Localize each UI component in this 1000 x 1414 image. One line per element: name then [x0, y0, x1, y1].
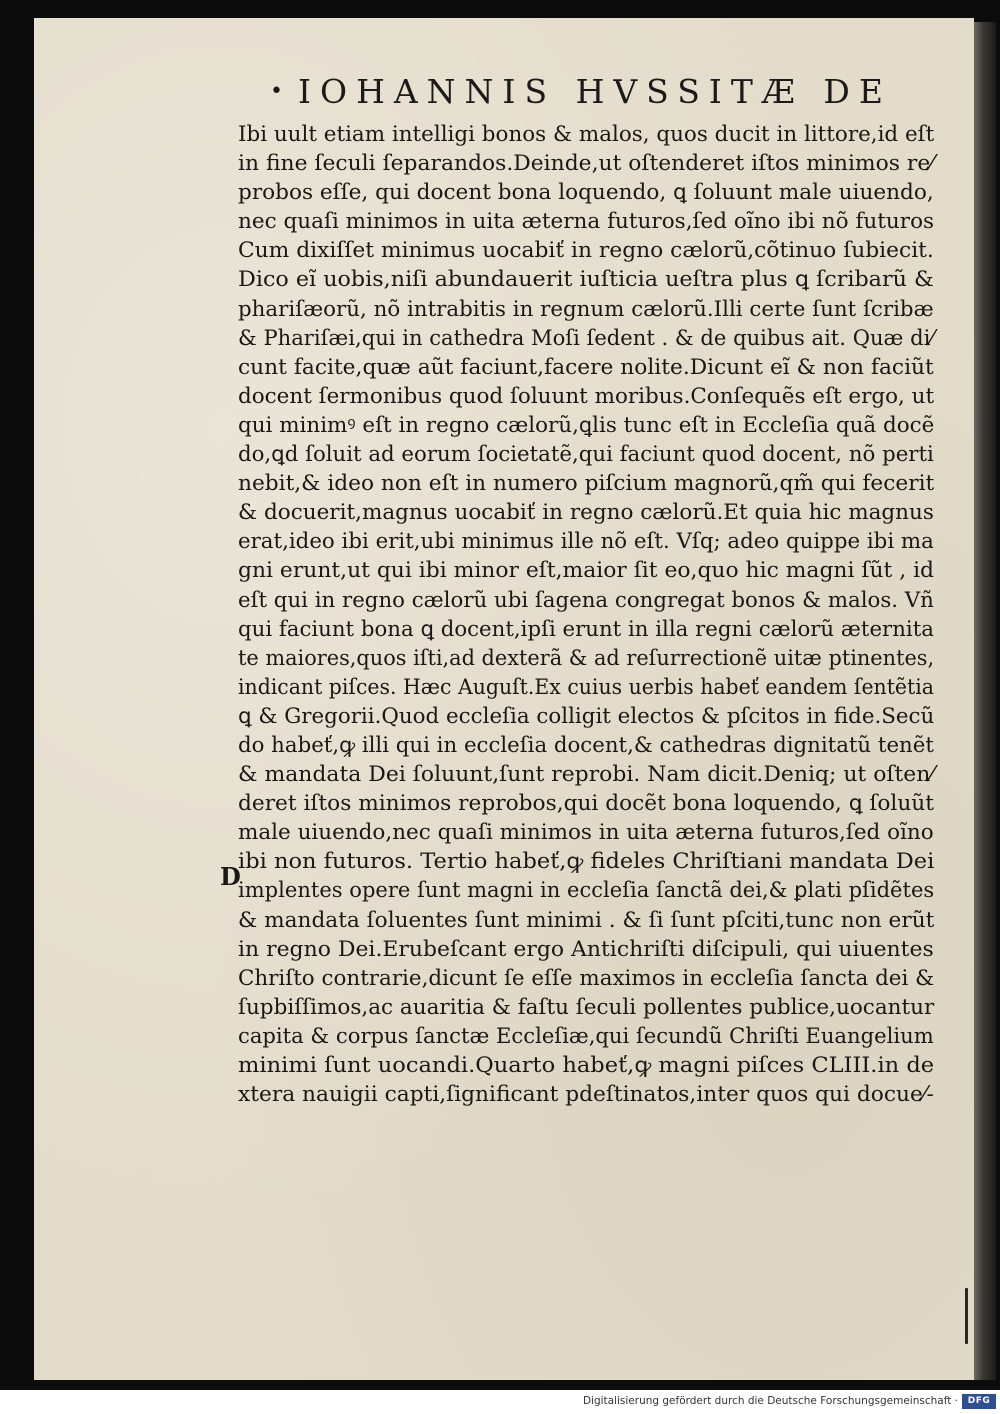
text-line: Dico eĩ uobis,niſi abundauerit iuſticia ueſtra plus ꝗ ſcribarũ &	[238, 267, 934, 292]
text-line: & mandata Dei ſoluunt,ſunt reprobi. Nam dicit.Deniq; ut oſten⁄	[238, 762, 935, 787]
funding-credit: Digitalisierung gefördert durch die Deutsche Forschungsgemeinschaft ·	[582, 1395, 958, 1407]
text-line: do,ꝗd ſoluit ad eorum ſocietatẽ,qui faciunt quod docent, nõ perti	[238, 442, 934, 467]
text-line: ꝗ & Gregorii.Quod eccleſia colligit electos & pſcitos in fide.Secũ	[238, 703, 935, 728]
footer-bar	[0, 1390, 1000, 1414]
text-line: implentes opere ſunt magni in eccleſia ſanctã dei,& ꝑlati pſidẽtes	[238, 878, 935, 903]
running-head	[270, 72, 892, 116]
text-line: te maiores,quos iſti,ad dexterã & ad reſurrectionẽ uitæ ptinentes,	[238, 645, 935, 670]
text-line: minimi ſunt uocandi.Quarto habeť,ꝙ magni piſces CLIII.in de	[238, 1053, 935, 1077]
text-line: in regno Dei.Erubeſcant ergo Antichriſti diſcipuli, qui uiuentes	[238, 936, 934, 961]
text-line: do habeť,ꝙ illi qui in eccleſia docent,& cathedras dignitatũ tenẽt	[238, 732, 934, 757]
text-line: deret iſtos minimos reprobos,qui docẽt bona loquendo, ꝗ ſoluũt	[238, 791, 934, 816]
text-line: qui minimꝰ eſt in regno cælorũ,ꝗlis tunc eſt in Eccleſia quã docẽ	[238, 412, 935, 437]
page-edge	[974, 22, 996, 1380]
text-line: indicant piſces. Hæc Auguſt.Ex cuius uerbis habeť eandem ſentẽtia	[238, 674, 934, 699]
running-head-text: IOHANNIS HVSSITÆ DE	[297, 72, 892, 111]
text-line: nec quaſi minimos in uita æterna futuros,ſed oı̃no ibi nõ futuros	[238, 209, 935, 234]
text-line: in fine ſeculi ſeparandos.Deinde,ut oſtenderet iſtos minimos re⁄	[238, 151, 934, 176]
text-line: eſt qui in regno cælorũ ubi ſagena congregat bonos & malos. Vñ	[238, 587, 934, 612]
text-line: phariſæorũ, nõ intrabitis in regnum cælorũ.Illi certe ſunt ſcribæ	[238, 296, 934, 321]
text-line: gni erunt,ut qui ibi minor eſt,maior ſit eo,quo hic magni ſũt , id	[238, 558, 935, 583]
dfg-logo: DFG	[962, 1394, 996, 1409]
text-line: docent ſermonibus quod ſoluunt moribus.Conſequẽs eſt ergo, ut	[238, 383, 935, 408]
page-mark	[965, 1288, 968, 1344]
text-line: ibi non futuros. Tertio habeť,ꝙ fideles Chriſtiani mandata Dei	[238, 849, 935, 874]
text-line: probos eſſe, qui docent bona loquendo, ꝗ ſoluunt male uiuendo,	[238, 180, 934, 205]
text-line: ſupbiſſimos,ac auaritia & faſtu ſeculi pollentes publice,uocantur	[238, 994, 935, 1019]
text-line: qui faciunt bona ꝗ docent,ipſi erunt in illa regni cælorũ æternita	[238, 616, 934, 641]
text-line: & docuerit,magnus uocabiť in regno cælorũ.Et quia hic magnus	[238, 500, 934, 525]
text-line: Chriſto contrarie,dicunt ſe eſſe maximos in eccleſia ſancta dei &	[238, 965, 935, 990]
text-line: capita & corpus ſanctæ Eccleſiæ,qui ſecundũ Chriſti Euangelium	[238, 1023, 934, 1048]
running-head-bullet: •	[270, 79, 292, 104]
text-line: male uiuendo,nec quaſi minimos in uita æterna futuros,ſed oı̃no	[238, 820, 934, 845]
margin-letter: D	[220, 862, 241, 891]
text-line: nebit,& ideo non eſt in numero piſcium magnorũ,qm̃ qui fecerit	[238, 471, 935, 496]
text-line: & mandata ſoluentes ſunt minimi . & ſi ſunt pſciti,tunc non erũt	[238, 907, 935, 932]
text-line: erat,ideo ibi erit,ubi minimus ille nõ eſt. Vſq; adeo quippe ibi ma	[238, 529, 934, 554]
text-line: xtera nauigii capti,ſignificant pdeſtinatos,inter quos qui docue⁄-	[238, 1082, 934, 1107]
text-line: cunt facite,quæ aũt faciunt,facere nolite.Dicunt eĩ & non faciũt	[238, 354, 934, 379]
text-block	[238, 120, 938, 1140]
text-line: Ibi uult etiam intelligi bonos & malos, quos ducit in littore,id eſt	[238, 122, 935, 146]
text-line: & Phariſæi,qui in cathedra Moſi ſedent . & de quibus ait. Quæ di⁄	[238, 325, 934, 350]
text-line: Cum dixiſſet minimus uocabiť in regno cælorũ,cõtinuo ſubiecit.	[238, 238, 934, 263]
